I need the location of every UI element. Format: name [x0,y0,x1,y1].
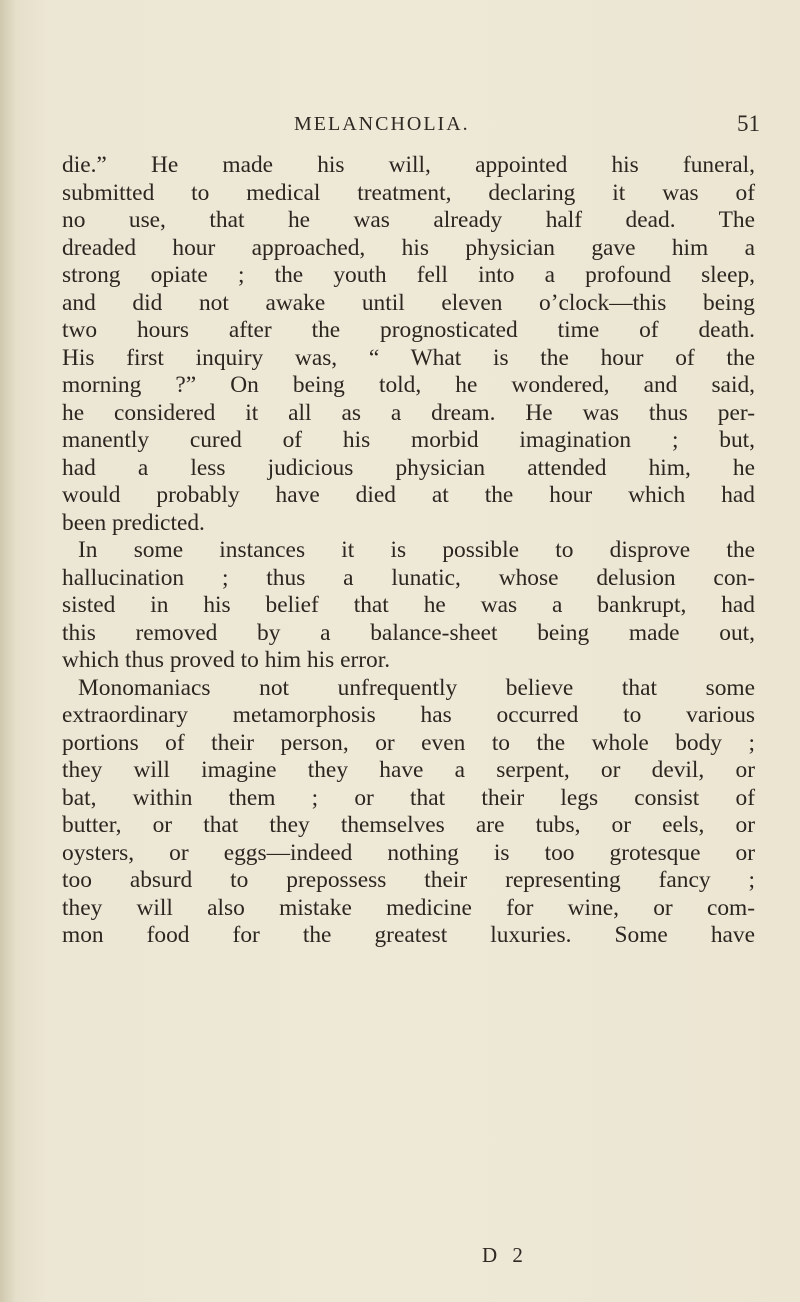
running-head: MELANCHOLIA. [294,113,470,135]
text-line: His first inquiry was, “ What is the hour of the [62,344,755,371]
paragraph-start-line: In some instances it is possible to disprove the [78,537,755,563]
signature-mark: D 2 [482,1243,528,1267]
text-line: had a less judicious physician attended him, he [62,454,755,481]
text-line: strong opiate ; the youth fell into a profound sleep, [62,262,755,288]
page-number: 51 [737,111,760,136]
text-line: would probably have died at the hour which had [62,482,755,508]
text-line: been predicted. [62,509,205,536]
text-line: extraordinary metamorphosis has occurred to various [62,702,755,728]
text-line: hallucination ; thus a lunatic, whose delusion con- [62,564,755,591]
text-line: mon food for the greatest luxuries. Some have [62,922,755,948]
text-line: portions of their person, or even to the whole body ; [62,729,755,756]
text-line: he considered it all as a dream. He was thus per- [62,399,755,426]
text-line: die.” He made his will, appointed his funeral, [62,152,755,178]
text-line: too absurd to prepossess their representing fancy ; [62,867,755,893]
text-line: this removed by a balance-sheet being made out, [62,619,755,646]
text-line: morning ?” On being told, he wondered, and said, [62,372,755,398]
text-line: two hours after the prognosticated time of death. [62,317,755,343]
text-line: no use, that he was already half dead. The [62,207,755,233]
text-line: manently cured of his morbid imagination ; but, [62,427,755,453]
text-line: bat, within them ; or that their legs consist of [62,784,755,811]
text-line: sisted in his belief that he was a bankrupt, had [62,592,755,618]
text-line: they will also mistake medicine for wine, or com- [62,894,755,921]
page-header [60,113,760,145]
page-binding-edge [0,0,16,1302]
text-line: butter, or that they themselves are tubs, or eels, or [62,812,755,838]
paragraph-start-line: Monomaniacs not unfrequently believe that some [78,674,755,701]
text-line: which thus proved to him his error. [62,647,391,673]
text-line: and did not awake until eleven o’clock—this being [62,289,755,316]
body-text [62,152,755,950]
text-line: dreaded hour approached, his physician gave him a [62,234,755,261]
text-line: they will imagine they have a serpent, or devil, or [62,757,755,783]
text-line: submitted to medical treatment, declaring it was of [62,179,755,206]
text-line: oysters, or eggs—indeed nothing is too grotesque or [62,839,755,866]
